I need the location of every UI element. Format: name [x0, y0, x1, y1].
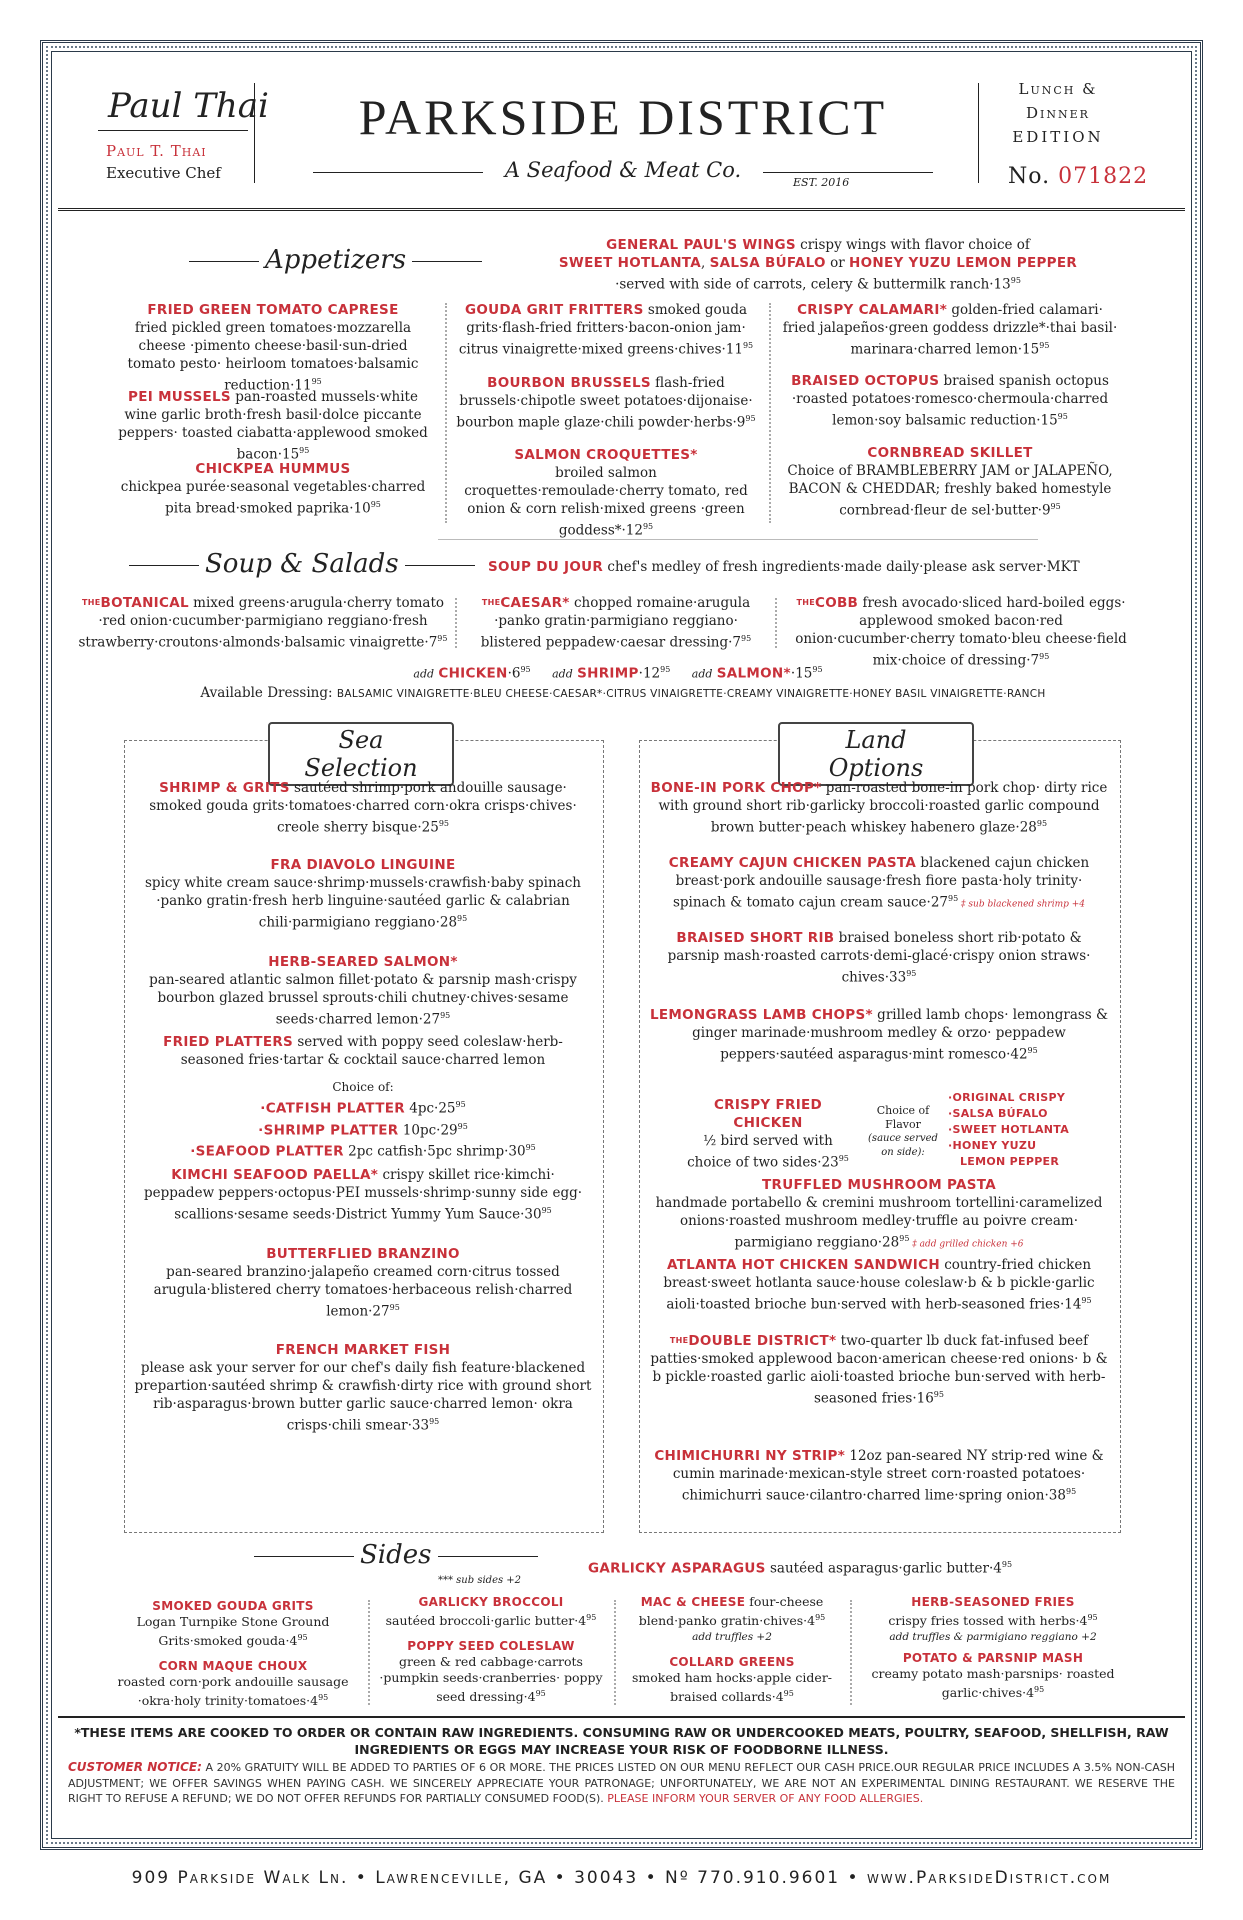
header-divider-left [254, 83, 255, 183]
col-divider [850, 1600, 852, 1705]
appetizer-item: BRAISED OCTOPUS braised spanish octopus ·roasted potatoes·romesco·chermoula·charred lemon·soy balsamic $reduction\cdot 15^{95}$ [791, 373, 1109, 429]
edition-line1: Lunch & [1018, 80, 1098, 98]
side-item: POPPY SEED COLESLAW green & red cabbage·carrots ·pumpkin seeds·cranberries· poppy seed $dressing\cdot 4^{95}$ [379, 1639, 603, 1705]
salad-addons: add $CHICKEN\cdot 6^{95}$ add $SHRIMP\cdot 12^{95}$ add $SALMON*\cdot 15^{95}$ [413, 665, 823, 682]
appetizer-item: CRISPY CALAMARI* golden-fried calamari· fried jalapeños·green goddess drizzle*·thai basil· marinara·charred $lemon\cdot 15^{95}$ [782, 302, 1118, 358]
wings-item: GENERAL PAUL'S WINGS crispy wings with flavor choice of SWEET HOTLANTA, SALSA BÚFALO or HONEY YUZU LEMON PEPPER ·served with side of carrots, celery & buttermilk $ranch\cdot 13^{95}$ [558, 237, 1078, 293]
land-item: LEMONGRASS LAMB CHOPS* grilled lamb chops· lemongrass & ginger marinade·mushroom medley & orzo· peppadew peppers·sautéed asparagus·mint $romesco\cdot 42^{95}$ [649, 1007, 1109, 1063]
appetizers-heading: Appetizers [183, 245, 488, 275]
fried-chicken-flavors: ·ORIGINAL CRISPY ·SALSA BÚFALO ·SWEET HOTLANTA ·HONEY YUZU LEMON PEPPER [948, 1091, 1070, 1168]
notice-separator [58, 1716, 1185, 1718]
land-item: BRAISED SHORT RIB braised boneless short rib·potato & parsnip mash·roasted carrots·demi-glacé·crispy onion straws· $chives\cdot 33^{95}$ [667, 930, 1091, 986]
customer-notice: CUSTOMER NOTICE: A 20% GRATUITY WILL BE ADDED TO PARTIES OF 6 OR MORE. THE PRICES LISTED ON OUR MENU REFLECT OUR CASH PRICE.OUR REGULAR PRICE INCLUDES A 3.5% NON-CASH ADJUSTMENT; WE OFFER SAVINGS WHEN PAYING CASH. WE SINCERELY APPRECIATE YOUR PATRONAGE; UNFORTUNATELY, WE ARE NOT AN EXPERIMENTAL DINING RESTAURANT. WE RESERVE THE RIGHT TO REFUSE A REFUND; WE DO NOT OFFER REFUNDS FOR PARTIALLY CONSUMED FOOD(S). PLEASE INFORM YOUR SERVER OF ANY FOOD ALLERGIES. [68, 1760, 1175, 1805]
col-divider [775, 598, 777, 648]
appetizer-item: FRIED GREEN TOMATO CAPRESE fried pickled green tomatoes·mozzarella cheese ·pimento cheese·basil·sun-dried tomato pesto· heirloom tomatoes·balsamic $reduction\cdot 11^{95}$ [127, 302, 419, 394]
land-item: ATLANTA HOT CHICKEN SANDWICH country-fried chicken breast·sweet hotlanta sauce·house coleslaw·b & b pickle·garlic aioli·toasted brioche bun·served with herb-seasoned $fries\cdot 14^{95}$ [663, 1257, 1095, 1313]
tagline-rule-left [313, 172, 483, 173]
tagline-rule-right [763, 172, 933, 173]
salad-item: $^{THE}$COBB fresh avocado·sliced hard-boiled eggs· applewood smoked bacon·red onion·cucumber·cherry tomato·bleu cheese·field mix·choice of $dressing\cdot 7^{95}$ [795, 595, 1127, 669]
side-item: SMOKED GOUDA GRITS Logan Turnpike Stone Ground Grits·smoked $gouda\cdot 4^{95}$ [136, 1599, 330, 1649]
edition-line3: EDITION [1012, 128, 1104, 146]
sea-item: FRIED PLATTERS served with poppy seed coleslaw·herb-seasoned fries·tartar & cocktail sauce·charred lemon [163, 1034, 563, 1068]
col-divider [368, 1600, 370, 1705]
food-warning: *THESE ITEMS ARE COOKED TO ORDER OR CONTAIN RAW INGREDIENTS. CONSUMING RAW OR UNDERCOOKED MEATS, POULTRY, SEAFOOD, SHELLFISH, RAW INGREDIENTS OR EGGS MAY INCREASE YOUR RISK OF FOODBORNE ILLNESS. [74, 1725, 1169, 1757]
appetizer-item: PEI MUSSELS pan-roasted mussels·white wine garlic broth·fresh basil·dolce piccante peppers· toasted ciabatta·applewood smoked $bacon\cdot 15^{95}$ [118, 389, 428, 463]
side-asparagus: GARLICKY ASPARAGUS sautéed asparagus·garlic $butter\cdot 4^{95}$ [588, 1560, 1013, 1577]
sea-item: SHRIMP & GRITS sautéed shrimp·pork andouille sausage· smoked gouda grits·tomatoes·charred corn·okra crisps·chives· creole sherry $bisque\cdot 25^{95}$ [149, 780, 577, 836]
sea-item: BUTTERFLIED BRANZINO pan-seared branzino·jalapeño creamed corn·citrus tossed arugula·blistered cherry tomatoes·herbaceous relish·charred $lemon\cdot 27^{95}$ [153, 1246, 573, 1320]
restaurant-tagline: A Seafood & Meat Co. [504, 158, 742, 182]
sides-heading: Sides [248, 1540, 544, 1570]
restaurant-name: PARKSIDE DISTRICT [358, 89, 888, 145]
col-divider [445, 303, 447, 523]
land-options-title: Land Options [778, 722, 974, 786]
col-divider [614, 1600, 616, 1705]
col-divider [769, 303, 771, 523]
sub-sides-note: *** sub sides +2 [438, 1575, 522, 1586]
appetizer-item: BOURBON BRUSSELS flash-fried brussels·chipotle sweet potatoes·dijonaise· bourbon maple glaze·chili $powder\cdot herbs\cdot 9^{95}$ [456, 375, 756, 431]
menu-page [58, 58, 1185, 1832]
soups-heading: Soup & Salads [123, 549, 481, 579]
salad-item: $^{THE}$CAESAR* chopped romaine·arugula ·panko gratin·parmigiano reggiano· blistered peppadew·caesar $dressing\cdot 7^{95}$ [480, 595, 752, 651]
land-item: CHIMICHURRI NY STRIP* 12oz pan-seared NY strip·red wine & cumin marinade·mexican-style street corn·roasted potatoes· chimichurri sauce·cilantro·charred lime·spring $onion\cdot 38^{95}$ [654, 1448, 1104, 1504]
col-divider [455, 598, 457, 648]
platter-choices: Choice of: ·CATFISH PLATTER $4pc\cdot 25^{95}$ ·SHRIMP PLATTER $10pc\cdot 29^{95}$ ·SEAFOOD PLATTER 2pc catfish·5pc $shrimp\cdot 30^{95}$ [190, 1080, 536, 1160]
appetizer-item: SALMON CROQUETTES* broiled salmon croquettes·remoulade·cherry tomato, red onion & corn relish·mixed greens ·green $goddess*\cdot 12^{95}$ [464, 447, 748, 539]
edition-line2: Dinner [1026, 104, 1090, 122]
side-item: POTATO & PARSNIP MASH creamy potato mash·parsnips· roasted $garlic\cdot chives\cdot 4^{95}$ [871, 1651, 1115, 1701]
sea-item: KIMCHI SEAFOOD PAELLA* crispy skillet rice·kimchi· peppadew peppers·octopus·PEI mussels·shrimp·sunny side egg· scallions·sesame seeds·District Yummy Yum $Sauce\cdot 30^{95}$ [143, 1167, 583, 1223]
sea-item: FRENCH MARKET FISH please ask your server for our chef's daily fish feature·blackened prepartion·sautéed shrimp & crawfish·dirty rice with ground short rib·asparagus·brown butter garlic sauce·charred lemon· okra crisps·chili $smear\cdot 33^{95}$ [134, 1342, 592, 1434]
header-separator [58, 208, 1185, 211]
side-item: CORN MAQUE CHOUX roasted corn·pork andouille sausage ·okra·holy $trinity\cdot tomatoes\cdot 4^{95}$ [117, 1659, 349, 1709]
chef-title: Executive Chef [106, 164, 221, 182]
edition-number [1008, 164, 1148, 189]
est-label: EST. 2016 [793, 176, 850, 189]
appetizer-item: CHICKPEA HUMMUS chickpea purée·seasonal vegetables·charred pita bread·smoked $paprika\cdot 10^{95}$ [120, 461, 426, 517]
fried-chicken-flavor-label: Choice of Flavor (sauce served on side): [868, 1104, 938, 1158]
side-item: HERB-SEASONED FRIES crispy fries tossed with $herbs\cdot 4^{95}$ add truffles & parmigiano reggiano +2 [888, 1595, 1098, 1644]
sea-selection-title: Sea Selection [268, 722, 454, 786]
header-divider-right [978, 83, 979, 183]
appetizer-item: CORNBREAD SKILLET Choice of BRAMBLEBERRY JAM or JALAPEÑO, BACON & CHEDDAR; freshly baked homestyle cornbread·fleur de $sel\cdot butter\cdot 9^{95}$ [787, 445, 1113, 519]
dressing-list: Available Dressing: BALSAMIC VINAIGRETTE·BLEU CHEESE·CAESAR*·CITRUS VINAIGRETTE·CREAMY VINAIGRETTE·HONEY BASIL VINAIGRETTE·RANCH [200, 685, 1046, 701]
side-item: MAC & CHEESE four-cheese blend·panko $gratin\cdot chives\cdot 4^{95}$ add truffles +2 [638, 1594, 826, 1644]
land-item: BONE-IN PORK CHOP* pan-roasted bone-in pork chop· dirty rice with ground short rib·garlicky broccoli·roasted garlic compound brown butter·peach whiskey habenero $glaze\cdot 28^{95}$ [650, 780, 1108, 836]
land-item: CREAMY CAJUN CHICKEN PASTA blackened cajun chicken breast·pork andouille sausage·fresh fiore pasta·holy trinity· spinach & tomato cajun cream $sauce\cdot 27^{95}$ ‡ sub blackened shrimp +4 [668, 855, 1090, 911]
chef-signature: Paul Thai [108, 86, 269, 126]
side-item: COLLARD GREENS smoked ham hocks·apple cider-braised $collards\cdot 4^{95}$ [631, 1655, 833, 1705]
land-item: $^{THE}$DOUBLE DISTRICT* two-quarter lb duck fat-infused beef patties·smoked applewood bacon·american cheese·red onions· b & b pickle·roasted garlic aioli·toasted brioche bun·served with herb-seasoned $fries\cdot 16^{95}$ [650, 1333, 1108, 1407]
footer-contact: 909 Parkside Walk Ln. • Lawrenceville, GA • 30043 • Nº 770.910.9601 • www.ParksideDistrict.com [131, 1868, 1112, 1888]
soup-du-jour: SOUP DU JOUR chef's medley of fresh ingredients·made daily·please ask server·MKT [488, 559, 1080, 575]
number-label: No. [1008, 164, 1051, 189]
fried-chicken-item: CRISPY FRIED CHICKEN ½ bird served with choice of two $sides\cdot 23^{95}$ [687, 1097, 849, 1171]
sea-item: FRA DIAVOLO LINGUINE spicy white cream sauce·shrimp·mussels·crawfish·baby spinach ·panko gratin·fresh herb linguine·sautéed garlic & calabrian chili·parmigiano $reggiano\cdot 28^{95}$ [145, 857, 581, 931]
side-item: GARLICKY BROCCOLI sautéed broccoli·garlic $butter\cdot 4^{95}$ [385, 1595, 597, 1629]
number-value: 071822 [1058, 164, 1149, 189]
sea-item: HERB-SEARED SALMON* pan-seared atlantic salmon fillet·potato & parsnip mash·crispy bourbon glazed brussel sprouts·chili chutney·chives·sesame seeds·charred $lemon\cdot 27^{95}$ [149, 954, 577, 1028]
section-rule [438, 539, 1038, 540]
chef-signature-underline [98, 130, 248, 131]
land-item: TRUFFLED MUSHROOM PASTA handmade portabello & cremini mushroom tortellini·caramelized onions·roasted mushroom medley·truffle au poivre cream· parmigiano $reggiano\cdot 28^{95}$ ‡ add grilled chicken +6 [655, 1177, 1103, 1251]
chef-name: Paul T. Thai [106, 142, 207, 160]
appetizer-item: GOUDA GRIT FRITTERS smoked gouda grits·flash-fried fritters·bacon-onion jam· citrus vinaigrette·mixed $greens\cdot chives\cdot 11^{95}$ [458, 302, 754, 358]
salad-item: $^{THE}$BOTANICAL mixed greens·arugula·cherry tomato ·red onion·cucumber·parmigiano reggiano·fresh strawberry·croutons·almonds·balsamic $vinaigrette\cdot 7^{95}$ [78, 595, 448, 651]
